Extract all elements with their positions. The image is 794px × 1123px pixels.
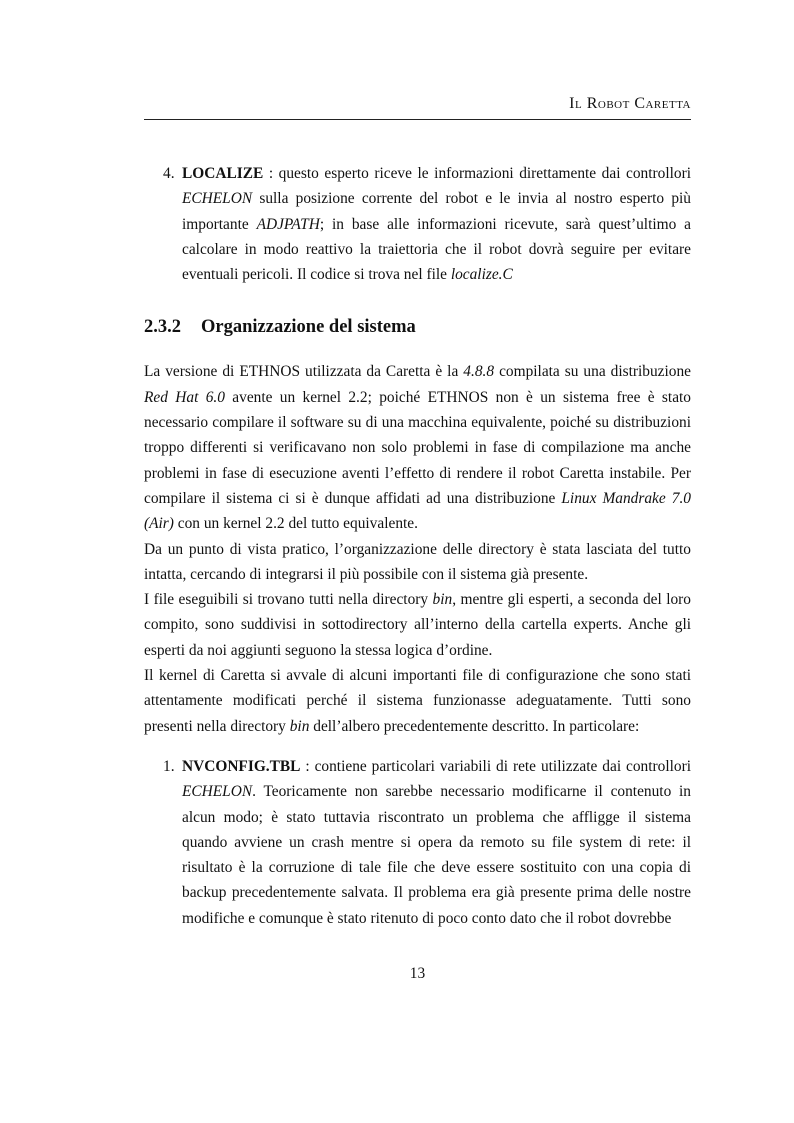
text-span: I file eseguibili si trovano tutti nella directory bbox=[144, 591, 433, 609]
term-echelon: ECHELON bbox=[182, 190, 253, 208]
paragraph-ethnos-version bbox=[144, 359, 691, 536]
term-bin: bin bbox=[289, 717, 310, 735]
paragraph-executables bbox=[144, 587, 691, 663]
text-span: dell’albero precedentemente descritto. In particolare: bbox=[309, 717, 640, 735]
text-span: : questo esperto riceve le informazioni direttamente dai controllori bbox=[263, 165, 691, 182]
running-header bbox=[144, 95, 691, 113]
text-span: sulla posizione corrente del robot e le invia al nostro esperto più importante bbox=[182, 190, 691, 233]
list-item-text bbox=[182, 161, 691, 287]
list-item-localize bbox=[144, 161, 691, 287]
term-version: 4.8.8 bbox=[463, 363, 495, 381]
section-title: Organizzazione del sistema bbox=[201, 317, 416, 338]
keyword-localize: LOCALIZE bbox=[182, 165, 264, 182]
term-bin: bin bbox=[432, 591, 453, 609]
section-heading bbox=[144, 315, 691, 339]
file-localize: localize.C bbox=[450, 266, 513, 284]
text-span: con un kernel 2.2 del tutto equivalente. bbox=[173, 515, 418, 533]
list-item-number: 1. bbox=[163, 757, 175, 775]
paragraph-config-files bbox=[144, 663, 691, 739]
term-redhat: Red Hat 6.0 bbox=[144, 388, 225, 406]
term-echelon: ECHELON bbox=[182, 783, 253, 801]
page-body bbox=[144, 161, 691, 931]
list-item-number: 4. bbox=[163, 165, 175, 182]
paragraph-directory-organization: Da un punto di vista pratico, l’organizzazione delle directory è stata lasciata del tutto intatta, cercando di integrarsi il più possibile con il sistema già presente. bbox=[144, 540, 691, 583]
term-adjpath: ADJPATH bbox=[256, 215, 320, 233]
text-span: Il kernel di Caretta si avvale di alcuni importanti file di configurazione che sono stati attentamente modificati perché il sistema funzionasse adeguatamente. Tutti sono presenti nella directory bbox=[144, 667, 691, 735]
page-number: 13 bbox=[409, 965, 426, 982]
text-span: ; in base alle informazioni ricevute, sarà quest’ultimo a calcolare in modo reattivo la traiettoria che il robot dovrà seguire per evitare eventuali pericoli. Il codice si trova nel file bbox=[182, 215, 691, 284]
text-span: : contiene particolari variabili di rete utilizzate dai controllori bbox=[300, 757, 691, 775]
text-span: , mentre gli esperti, a seconda del loro compito, sono suddivisi in sottodirectory all’interno della cartella experts. Anche gli esperti da noi aggiunti seguono la stessa logica d’ordine. bbox=[144, 591, 691, 659]
section-number: 2.3.2 bbox=[144, 317, 181, 338]
term-mandrake: Linux Mandrake 7.0 (Air) bbox=[144, 489, 691, 533]
list-item-text bbox=[182, 754, 691, 931]
text-span: La versione di ETHNOS utilizzata da Caretta è la bbox=[144, 363, 464, 381]
running-header-title: Il Robot Caretta bbox=[569, 95, 691, 112]
text-span: avente un kernel 2.2; poiché ETHNOS non è un sistema free è stato necessario compilare il software su di una macchina equivalente, poiché su distribuzioni troppo differenti si verificavano non solo problemi in fase di compilazione ma anche problemi in fase di esecuzione aventi l’effetto di rendere il robot Caretta instabile. Per compilare il sistema ci si è dunque affidati ad una distribuzione bbox=[144, 388, 691, 507]
keyword-nvconfig: NVCONFIG.TBL bbox=[182, 757, 301, 775]
header-rule bbox=[144, 119, 691, 120]
text-span: . Teoricamente non sarebbe necessario modificarne il contenuto in alcun modo; è stato tuttavia riscontrato un problema che affligge il sistema quando avviene un crash mentre si opera da remoto su file system di rete: il risultato è la corruzione di tale file che deve essere sostituito con una copia di backup precedentemente salvata. Il problema era già presente prima delle nostre modifiche e comunque è stato ritenuto di poco conto dato che il robot dovrebbe bbox=[182, 783, 691, 927]
text-span: compilata su una distribuzione bbox=[494, 363, 691, 381]
list-item-nvconfig bbox=[144, 754, 691, 931]
